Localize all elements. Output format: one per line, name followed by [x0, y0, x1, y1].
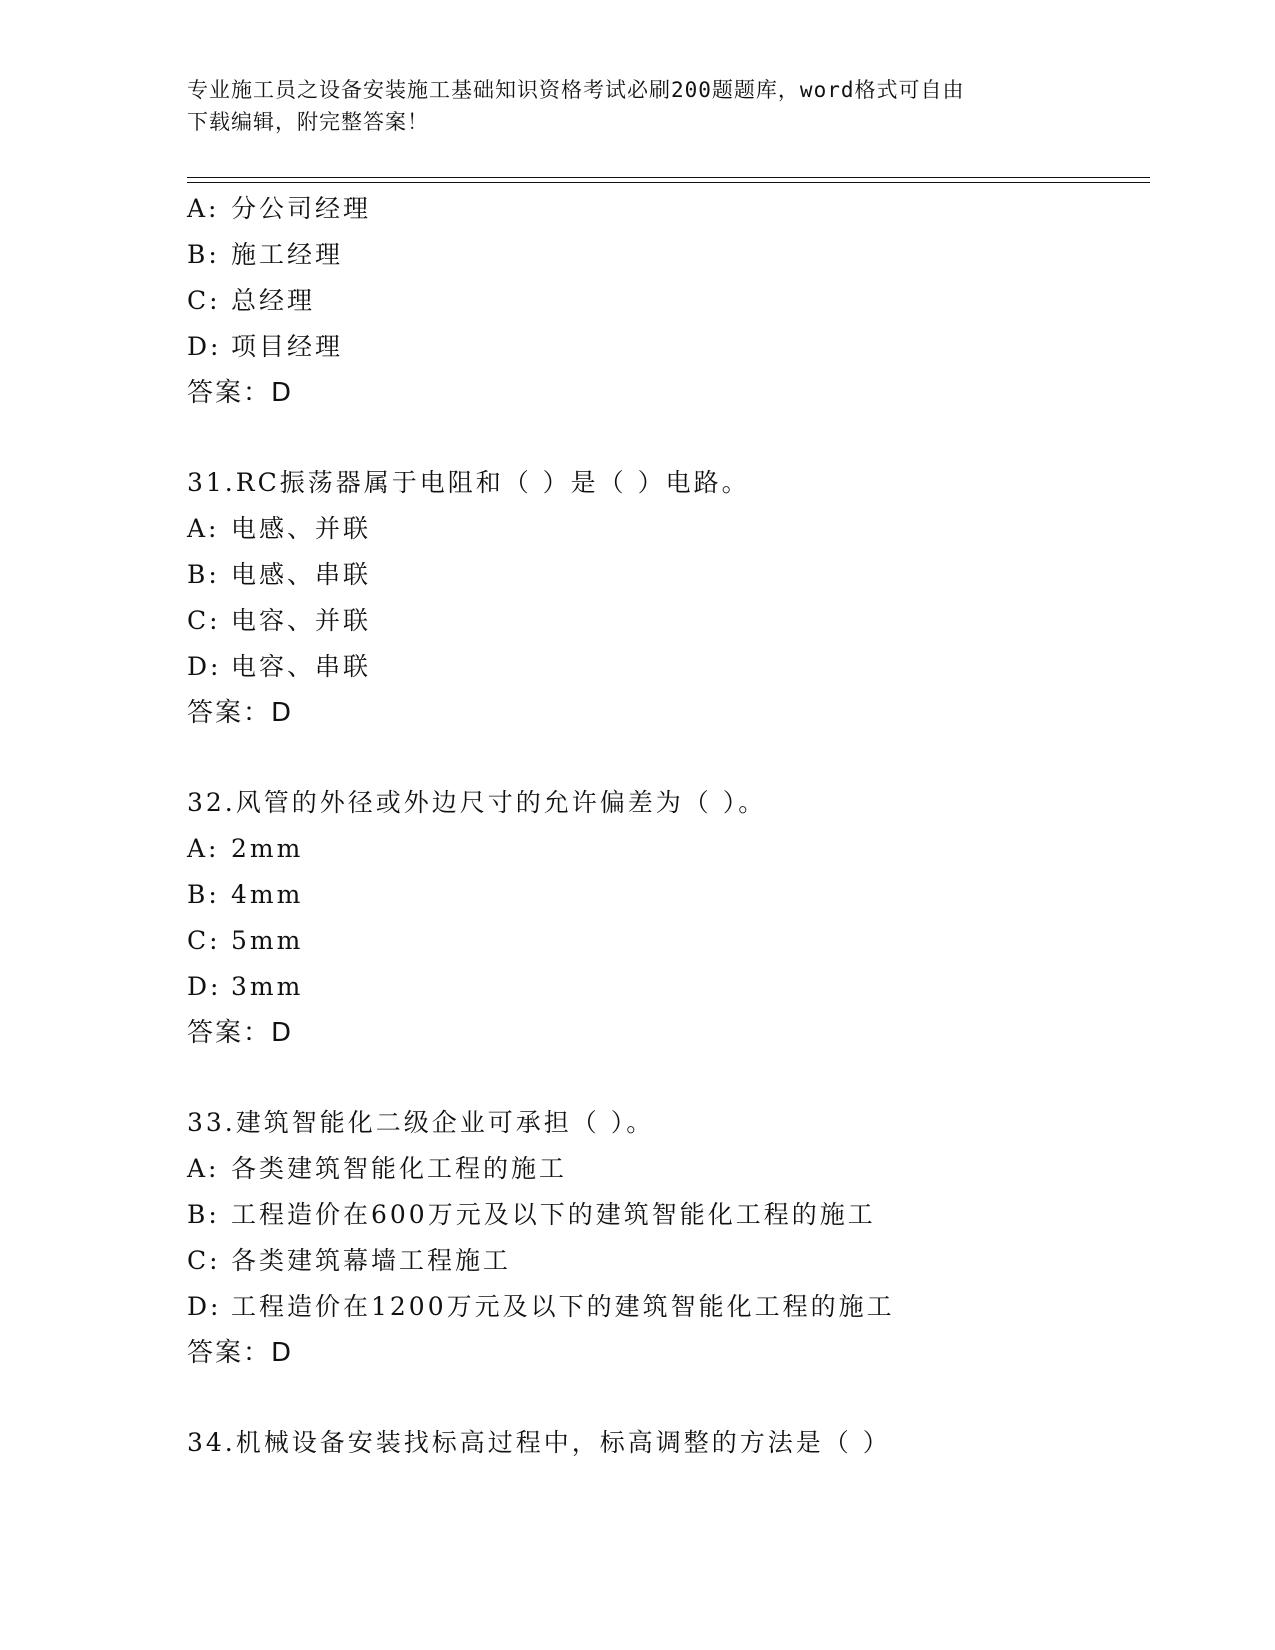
option-text: 3mm — [231, 972, 304, 1001]
question-33 — [187, 1100, 1147, 1376]
spacer — [187, 1056, 1147, 1100]
option-d — [187, 324, 1147, 370]
header-rule-bottom — [187, 182, 1150, 183]
option-key: B: — [187, 880, 220, 909]
option-text: 分公司经理 — [231, 194, 372, 223]
option-key: D: — [187, 972, 222, 1001]
option-text: 电感、串联 — [231, 560, 372, 589]
option-key: A: — [187, 194, 220, 223]
question-list — [187, 186, 1147, 1466]
option-d — [187, 964, 1147, 1010]
spacer — [187, 1376, 1147, 1420]
option-text: 各类建筑幕墙工程施工 — [231, 1246, 512, 1275]
spacer — [187, 736, 1147, 780]
question-text: 31.RC振荡器属于电阻和（ ）是（ ）电路。 — [187, 468, 750, 497]
option-a — [187, 1146, 1147, 1192]
option-key: C: — [187, 1246, 221, 1275]
option-b — [187, 872, 1147, 918]
option-a — [187, 506, 1147, 552]
option-text: 5mm — [231, 926, 304, 955]
option-text: 电感、并联 — [231, 514, 372, 543]
question-text: 32.风管的外径或外边尺寸的允许偏差为（ ）。 — [187, 788, 767, 817]
option-text: 4mm — [231, 880, 304, 909]
option-key: A: — [187, 514, 220, 543]
option-key: A: — [187, 1154, 220, 1183]
option-c — [187, 598, 1147, 644]
option-c — [187, 278, 1147, 324]
document-header — [187, 74, 1087, 138]
option-text: 2mm — [231, 834, 304, 863]
option-text: 各类建筑智能化工程的施工 — [231, 1154, 568, 1183]
option-key: C: — [187, 286, 221, 315]
answer: 答案：D — [187, 378, 294, 408]
option-d — [187, 1284, 1147, 1330]
option-key: D: — [187, 1292, 222, 1321]
header-line-1: 专业施工员之设备安装施工基础知识资格考试必刷200题题库，word格式可自由 — [187, 78, 965, 102]
question-31 — [187, 460, 1147, 736]
option-text: 施工经理 — [231, 240, 344, 269]
option-c — [187, 1238, 1147, 1284]
header-line-2: 下载编辑，附完整答案！ — [187, 110, 429, 134]
option-text: 项目经理 — [231, 332, 344, 361]
option-text: 电容、并联 — [231, 606, 372, 635]
question-text: 33.建筑智能化二级企业可承担（ ）。 — [187, 1108, 655, 1137]
spacer — [187, 416, 1147, 460]
option-key: B: — [187, 560, 220, 589]
answer: 答案：D — [187, 698, 294, 728]
answer: 答案：D — [187, 1338, 294, 1368]
option-a — [187, 186, 1147, 232]
option-a — [187, 826, 1147, 872]
question-30 — [187, 186, 1147, 416]
question-32 — [187, 780, 1147, 1056]
option-b — [187, 1192, 1147, 1238]
option-text: 电容、串联 — [231, 652, 372, 681]
option-text: 工程造价在1200万元及以下的建筑智能化工程的施工 — [231, 1292, 895, 1321]
option-key: D: — [187, 332, 222, 361]
option-key: B: — [187, 1200, 220, 1229]
option-text: 总经理 — [231, 286, 316, 315]
option-key: C: — [187, 606, 221, 635]
option-key: D: — [187, 652, 222, 681]
option-key: C: — [187, 926, 221, 955]
option-b — [187, 232, 1147, 278]
option-key: A: — [187, 834, 220, 863]
question-34 — [187, 1420, 1147, 1466]
option-text: 工程造价在600万元及以下的建筑智能化工程的施工 — [231, 1200, 876, 1229]
answer: 答案：D — [187, 1018, 294, 1048]
option-c — [187, 918, 1147, 964]
option-b — [187, 552, 1147, 598]
question-text: 34.机械设备安装找标高过程中，标高调整的方法是（ ） — [187, 1428, 891, 1457]
header-rule-top — [187, 177, 1150, 178]
option-key: B: — [187, 240, 220, 269]
option-d — [187, 644, 1147, 690]
